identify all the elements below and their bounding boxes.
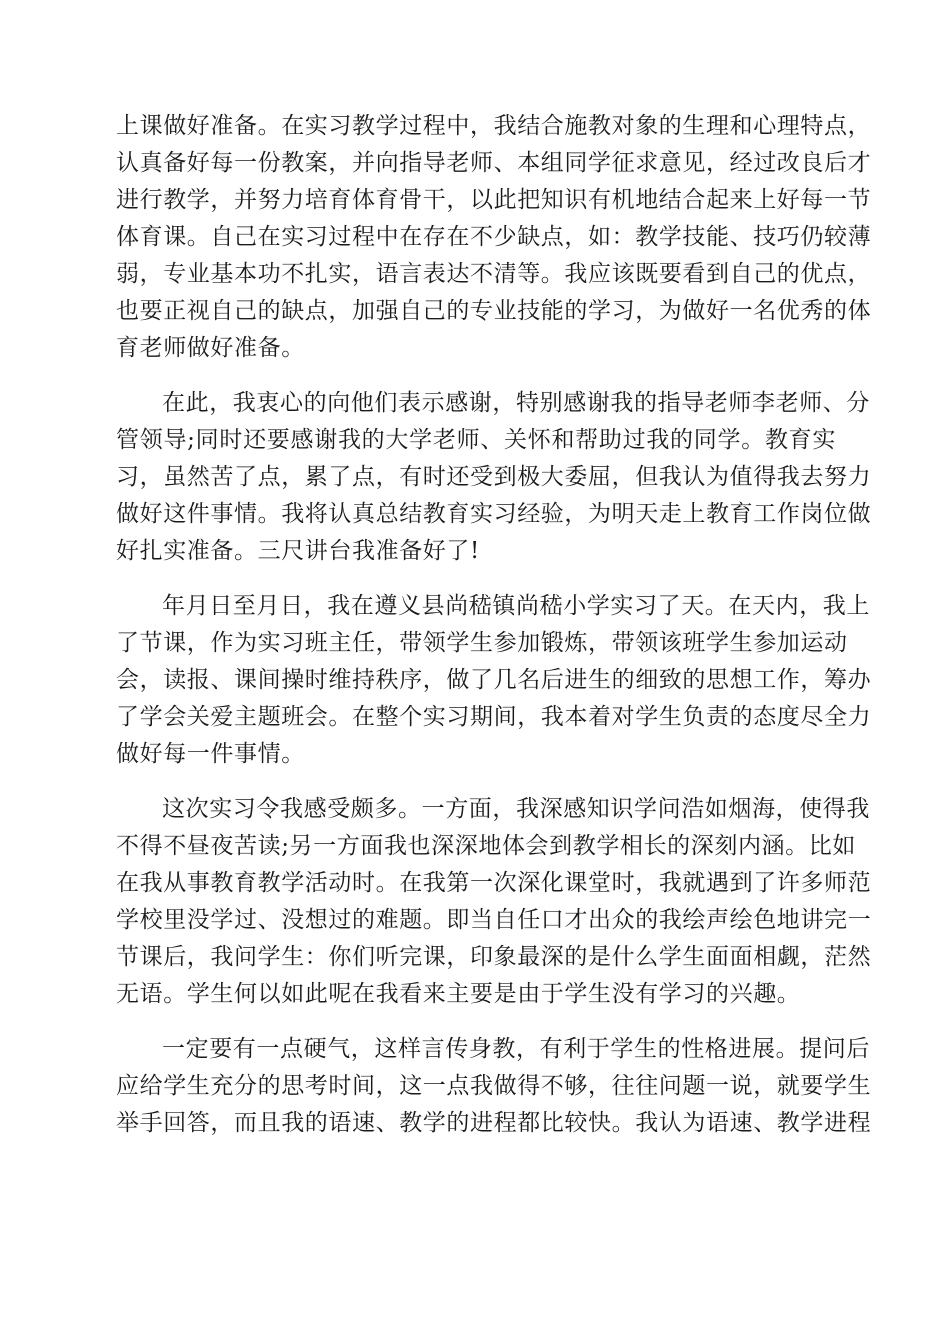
text-line: 做好这件事情。我将认真总结教育实习经验，为明天走上教育工作岗位做 xyxy=(116,501,872,527)
text-line: 管领导;同时还要感谢我的大学老师、关怀和帮助过我的同学。教育实 xyxy=(116,427,836,453)
text-line: 应给学生充分的思考时间，这一点我做得不够，往往问题一说，就要学生 xyxy=(116,1073,872,1099)
paragraph-1 xyxy=(116,108,872,367)
text-line: 做好每一件事情。 xyxy=(116,741,305,767)
text-line: 在此，我衷心的向他们表示感谢，特别感谢我的指导老师李老师、分 xyxy=(162,390,870,416)
text-line: 弱，专业基本功不扎实，语言表达不清等。我应该既要看到自己的优点， xyxy=(116,261,872,287)
text-line: 年月日至月日，我在遵义县尚嵇镇尚嵇小学实习了天。在天内，我上 xyxy=(162,593,870,619)
text-line: 在我从事教育教学活动时。在我第一次深化课堂时，我就遇到了许多师范 xyxy=(116,870,872,896)
paragraph-5 xyxy=(116,1031,872,1142)
text-line: 节课后，我问学生：你们听完课，印象最深的是什么学生面面相觑，茫然 xyxy=(116,944,872,970)
text-line: 这次实习令我感受颇多。一方面，我深感知识学问浩如烟海，使得我 xyxy=(162,796,870,822)
text-line: 学校里没学过、没想过的难题。即当自任口才出众的我绘声绘色地讲完一 xyxy=(116,907,872,933)
text-line: 认真备好每一份教案，并向指导老师、本组同学征求意见，经过改良后才 xyxy=(116,150,872,176)
text-line: 举手回答，而且我的语速、教学的进程都比较快。我认为语速、教学进程 xyxy=(116,1110,872,1136)
text-line: 进行教学，并努力培育体育骨干，以此把知识有机地结合起来上好每一节 xyxy=(116,187,872,213)
text-line: 体育课。自己在实习过程中在存在不少缺点，如：教学技能、技巧仍较薄 xyxy=(116,224,872,250)
text-line: 不得不昼夜苦读;另一方面我也深深地体会到教学相长的深刻内涵。比如 xyxy=(116,833,856,859)
text-line: 上课做好准备。在实习教学过程中，我结合施教对象的生理和心理特点， xyxy=(116,113,872,139)
paragraph-3 xyxy=(116,588,872,773)
paragraph-4 xyxy=(116,791,872,1013)
text-line: 好扎实准备。三尺讲台我准备好了! xyxy=(116,538,480,564)
paragraph-2 xyxy=(116,385,872,570)
text-line: 育老师做好准备。 xyxy=(116,335,305,361)
document-body xyxy=(116,108,872,1160)
text-line: 习，虽然苦了点，累了点，有时还受到极大委屈，但我认为值得我去努力 xyxy=(116,464,872,490)
text-line: 了学会关爱主题班会。在整个实习期间，我本着对学生负责的态度尽全力 xyxy=(116,704,872,730)
text-line: 了节课，作为实习班主任，带领学生参加锻炼，带领该班学生参加运动 xyxy=(116,630,848,656)
text-line: 无语。学生何以如此呢在我看来主要是由于学生没有学习的兴趣。 xyxy=(116,981,801,1007)
text-line: 一定要有一点硬气，这样言传身教，有利于学生的性格进展。提问后 xyxy=(162,1036,870,1062)
text-line: 会，读报、课间操时维持秩序，做了几名后进生的细致的思想工作，筹办 xyxy=(116,667,872,693)
text-line: 也要正视自己的缺点，加强自己的专业技能的学习，为做好一名优秀的体 xyxy=(116,298,872,324)
